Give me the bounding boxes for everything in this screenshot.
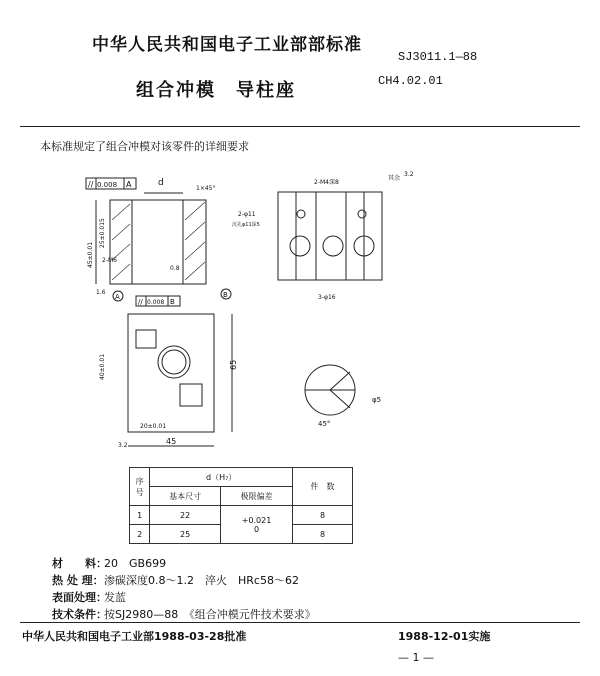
tol-symbol-a: // (88, 180, 94, 189)
datum-b: B (170, 298, 175, 306)
dim-20-tol: 20±0.01 (140, 423, 167, 430)
surface-treatment-value: 发蓝 (104, 591, 126, 604)
limit-lower: 0 (253, 524, 260, 534)
thread-m4: 2-M4深8 (314, 179, 339, 186)
datum-a: A (126, 180, 132, 189)
dim-25-tol: 25±0.015 (99, 218, 106, 248)
table-header-d: d（H₇） (150, 468, 293, 487)
table-header-index-top: 序 (135, 476, 144, 486)
technical-conditions-label: 技术条件： (52, 608, 107, 621)
angle-45: 45° (318, 420, 331, 428)
tol-value-a: 0.008 (97, 181, 118, 189)
row-1-qty: 8 (293, 506, 353, 525)
technical-conditions-value: 按SJ2980—88 《组合冲模元件技术要求》 (104, 608, 316, 621)
header-rule (20, 126, 580, 127)
heat-treatment-label: 热 处 理： (52, 574, 104, 587)
approval-text: 中华人民共和国电子工业部1988-03-28批准 (22, 630, 247, 643)
row-1-no: 1 (130, 506, 150, 525)
roughness-08: 0.8 (170, 265, 180, 272)
chamfer-note: 1×45° (196, 185, 216, 192)
hole-phi11: 2-φ11 (238, 211, 256, 218)
standard-number: SJ3011.1—88 (398, 50, 478, 64)
table-header-qty: 件 数 (293, 468, 353, 506)
surface-treatment-label: 表面处理： (52, 591, 107, 604)
classification-number: CH4.02.01 (378, 74, 443, 88)
hole-phi16: 3-φ16 (318, 294, 336, 301)
ministry-heading: 中华人民共和国电子工业部部标准 (92, 35, 362, 55)
tolerance-frame-a (86, 178, 136, 189)
row-2-no: 2 (130, 525, 150, 544)
tolerance-frame-b (136, 296, 180, 306)
detail-view-pin (305, 365, 381, 428)
dim-65: 65 (229, 359, 238, 370)
limit-upper: +0.021 (241, 515, 272, 525)
row-1-nominal: 22 (150, 506, 221, 525)
material-value: 20 GB699 (104, 557, 167, 570)
tol-value-b: 0.008 (147, 299, 165, 306)
top-plan-view (232, 171, 414, 301)
roughness-other-value: 3.2 (404, 171, 414, 178)
dim-45-tol: 45±0.01 (87, 241, 94, 268)
dim-phi5: φ5 (372, 396, 382, 404)
svg-text://: // (138, 298, 143, 306)
footer-rule (20, 622, 580, 623)
technical-drawing (0, 160, 600, 460)
dim-45: 45 (166, 437, 177, 446)
heat-treatment-value: 渗碳深度0.8～1.2 淬火 HRc58～62 (104, 574, 299, 587)
section-mark-a: A (115, 293, 120, 301)
roughness-other-label: 其余 (388, 175, 401, 182)
intro-text: 本标准规定了组合冲模对该零件的详细要求 (40, 140, 249, 153)
limit-deviation (220, 506, 292, 544)
thread-m6: 2-M6 (102, 257, 117, 264)
section-mark-b: B (223, 291, 228, 299)
page-number: — 1 — (398, 651, 434, 664)
hole-phi11-note: 沉孔φ11深5 (232, 222, 260, 228)
dim-d: d (158, 178, 164, 188)
properties-block (52, 555, 316, 623)
table-header-index-bottom: 号 (135, 487, 144, 497)
dimension-table (129, 467, 353, 544)
table-header-limit: 极限偏差 (220, 487, 292, 506)
document-title: 组合冲模 导柱座 (136, 80, 296, 101)
front-view (99, 314, 238, 449)
table-row (130, 506, 353, 525)
row-2-qty: 8 (293, 525, 353, 544)
material-label: 材 料： (52, 557, 107, 570)
section-view-top (87, 200, 206, 296)
table-header-nominal: 基本尺寸 (150, 487, 221, 506)
roughness-16: 1.6 (96, 289, 106, 296)
effective-date: 1988-12-01实施 (398, 630, 491, 643)
roughness-32: 3.2 (118, 442, 128, 449)
dim-40-tol: 40±0.01 (99, 353, 106, 380)
row-2-nominal: 25 (150, 525, 221, 544)
